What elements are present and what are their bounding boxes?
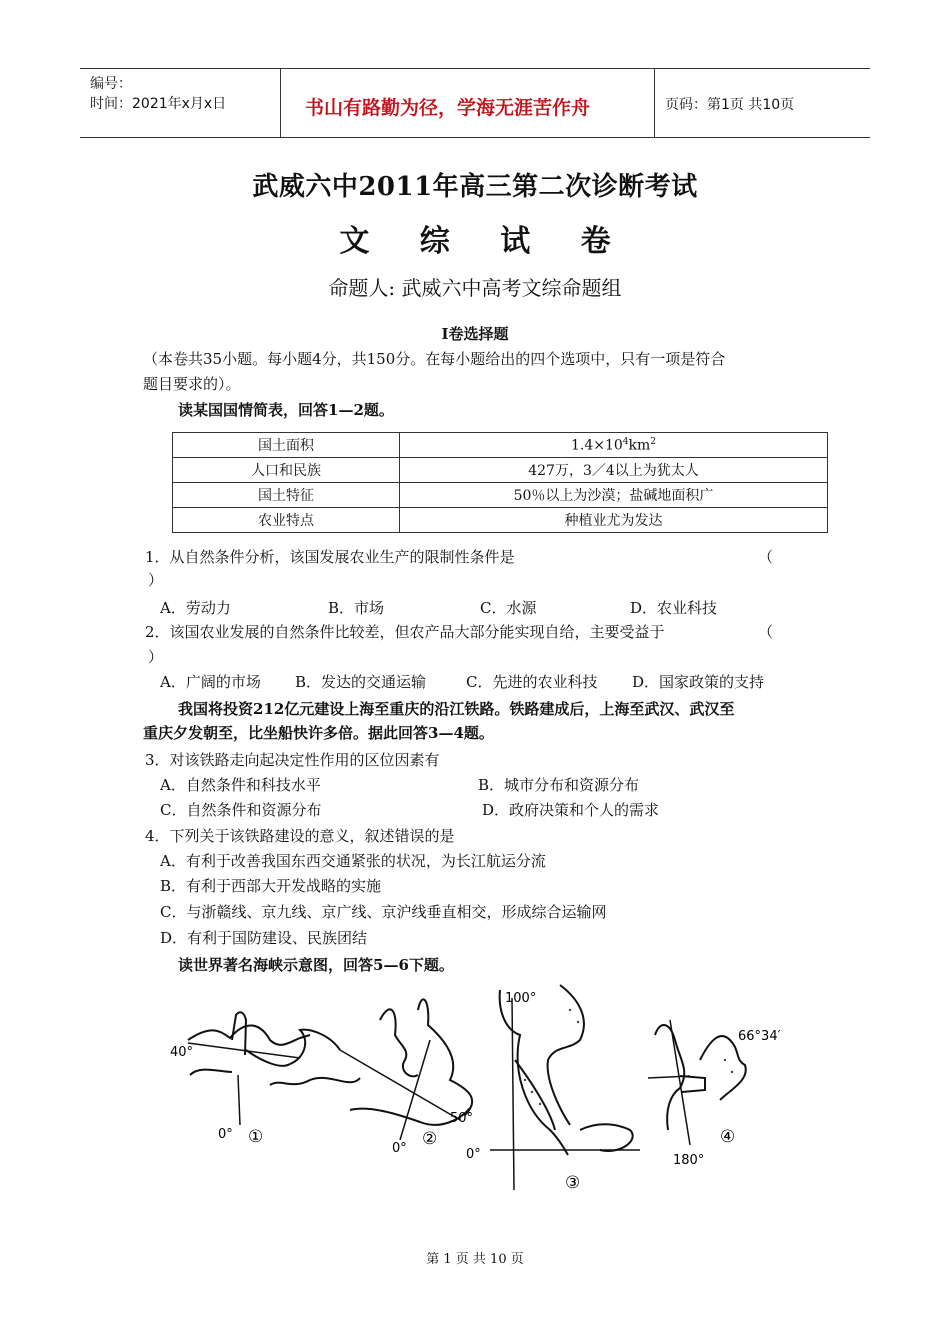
q1-paren-close: ）	[148, 571, 164, 589]
q1-option-c: C．水源	[480, 599, 537, 617]
strait-maps-figure	[160, 980, 800, 1200]
header-meta	[80, 69, 280, 137]
q2-paren-close: ）	[148, 648, 164, 666]
q4-option-a: A．有利于改善我国东西交通紧张的状况，为长江航运分流	[160, 852, 546, 870]
table-row	[173, 458, 828, 483]
table-value: 427万，3／4以上为犹太人	[400, 458, 828, 483]
question-3: 3．对该铁路走向起决定性作用的区位因素有	[145, 751, 440, 769]
strait-map-3	[490, 985, 640, 1190]
map2-number: ②	[422, 1129, 438, 1149]
map1-label-lon: 0°	[218, 1127, 233, 1142]
page-header	[80, 68, 870, 138]
exam-title: 武威六中2011年高三第二次诊断考试	[252, 172, 698, 202]
q3-option-a: A．自然条件和科技水平	[160, 776, 321, 794]
table-row	[173, 508, 828, 533]
q2-option-c: C．先进的农业科技	[466, 673, 598, 691]
strait-map-1	[188, 1012, 360, 1125]
q3-option-b: B．城市分布和资源分布	[478, 776, 640, 794]
section-intro-2: 题目要求的）。	[143, 375, 241, 393]
q2-option-d: D．国家政策的支持	[632, 673, 765, 691]
table-key: 国土面积	[173, 433, 400, 458]
q1-paren-open: （	[758, 548, 774, 566]
table-value: $1.4\times 10^4km^2$	[400, 433, 828, 458]
q2-option-b: B．发达的交通运输	[295, 673, 427, 691]
map4-label-lon: 180°	[673, 1153, 705, 1168]
q34-lead-2: 重庆夕发朝至，比坐船快许多倍。据此回答3—4题。	[143, 724, 494, 742]
section-intro-1: （本卷共35小题。每小题4分，共150分。在每小题给出的四个选项中，只有一项是符合	[143, 350, 726, 368]
page-footer: 第 1 页 共 10 页	[426, 1252, 524, 1267]
table-key: 人口和民族	[173, 458, 400, 483]
table-key: 国土特征	[173, 483, 400, 508]
q4-option-d: D．有利于国防建设、民族团结	[160, 929, 368, 947]
question-4: 4．下列关于该铁路建设的意义，叙述错误的是	[145, 827, 455, 845]
q34-lead-1: 我国将投资212亿元建设上海至重庆的沿江铁路。铁路建成后，上海至武汉、武汉至	[178, 700, 735, 718]
q2-option-a: A．广阔的市场	[160, 673, 261, 691]
map1-number: ①	[248, 1127, 264, 1147]
q12-lead: 读某国国情简表，回答1—2题。	[178, 401, 394, 419]
map3-label-lon: 100°	[505, 991, 537, 1006]
q56-lead: 读世界著名海峡示意图，回答5—6下题。	[178, 956, 454, 974]
exam-author: 命题人: 武威六中高考文综命题组	[328, 276, 622, 300]
q4-option-b: B．有利于西部大开发战略的实施	[160, 877, 382, 895]
question-2: 2．该国农业发展的自然条件比较差，但农产品大部分能实现自给，主要受益于	[145, 623, 665, 641]
header-motto-cell	[280, 69, 655, 137]
q3-option-c: C．自然条件和资源分布	[160, 801, 322, 819]
q4-option-c: C．与浙赣线、京九线、京广线、京沪线垂直相交，形成综合运输网	[160, 903, 607, 921]
exam-subject: 文 综 试 卷	[339, 224, 631, 259]
table-value: 种植业尤为发达	[400, 508, 828, 533]
q3-option-d: D．政府决策和个人的需求	[482, 801, 660, 819]
header-page-cell	[654, 69, 871, 137]
page-code: 页码：第1页 共10页	[665, 97, 795, 113]
section-heading: Ⅰ卷选择题	[441, 325, 509, 343]
table-row	[173, 433, 828, 458]
map4-number: ④	[720, 1127, 736, 1147]
map2-label-lon: 0°	[392, 1141, 407, 1156]
table-row	[173, 483, 828, 508]
map3-label-lat: 0°	[466, 1147, 481, 1162]
q2-paren-open: （	[758, 623, 774, 641]
q1-option-a: A．劳动力	[160, 599, 231, 617]
question-1: 1．从自然条件分析，该国发展农业生产的限制性条件是	[145, 548, 515, 566]
number-label: 编号：	[90, 76, 132, 92]
country-info-table	[172, 432, 828, 533]
map3-number: ③	[565, 1173, 581, 1193]
map4-label-lat: 66°34′	[738, 1029, 781, 1044]
map1-label-lat: 40°	[170, 1045, 194, 1060]
q1-option-d: D．农业科技	[630, 599, 718, 617]
motto: 书山有路勤为径，学海无涯苦作舟	[305, 97, 591, 119]
time-label: 时间：2021年x月x日	[90, 96, 227, 112]
table-key: 农业特点	[173, 508, 400, 533]
map2-label-lat: 50°	[450, 1111, 474, 1126]
table-value: 50％以上为沙漠；盐碱地面积广	[400, 483, 828, 508]
q1-option-b: B．市场	[328, 599, 385, 617]
